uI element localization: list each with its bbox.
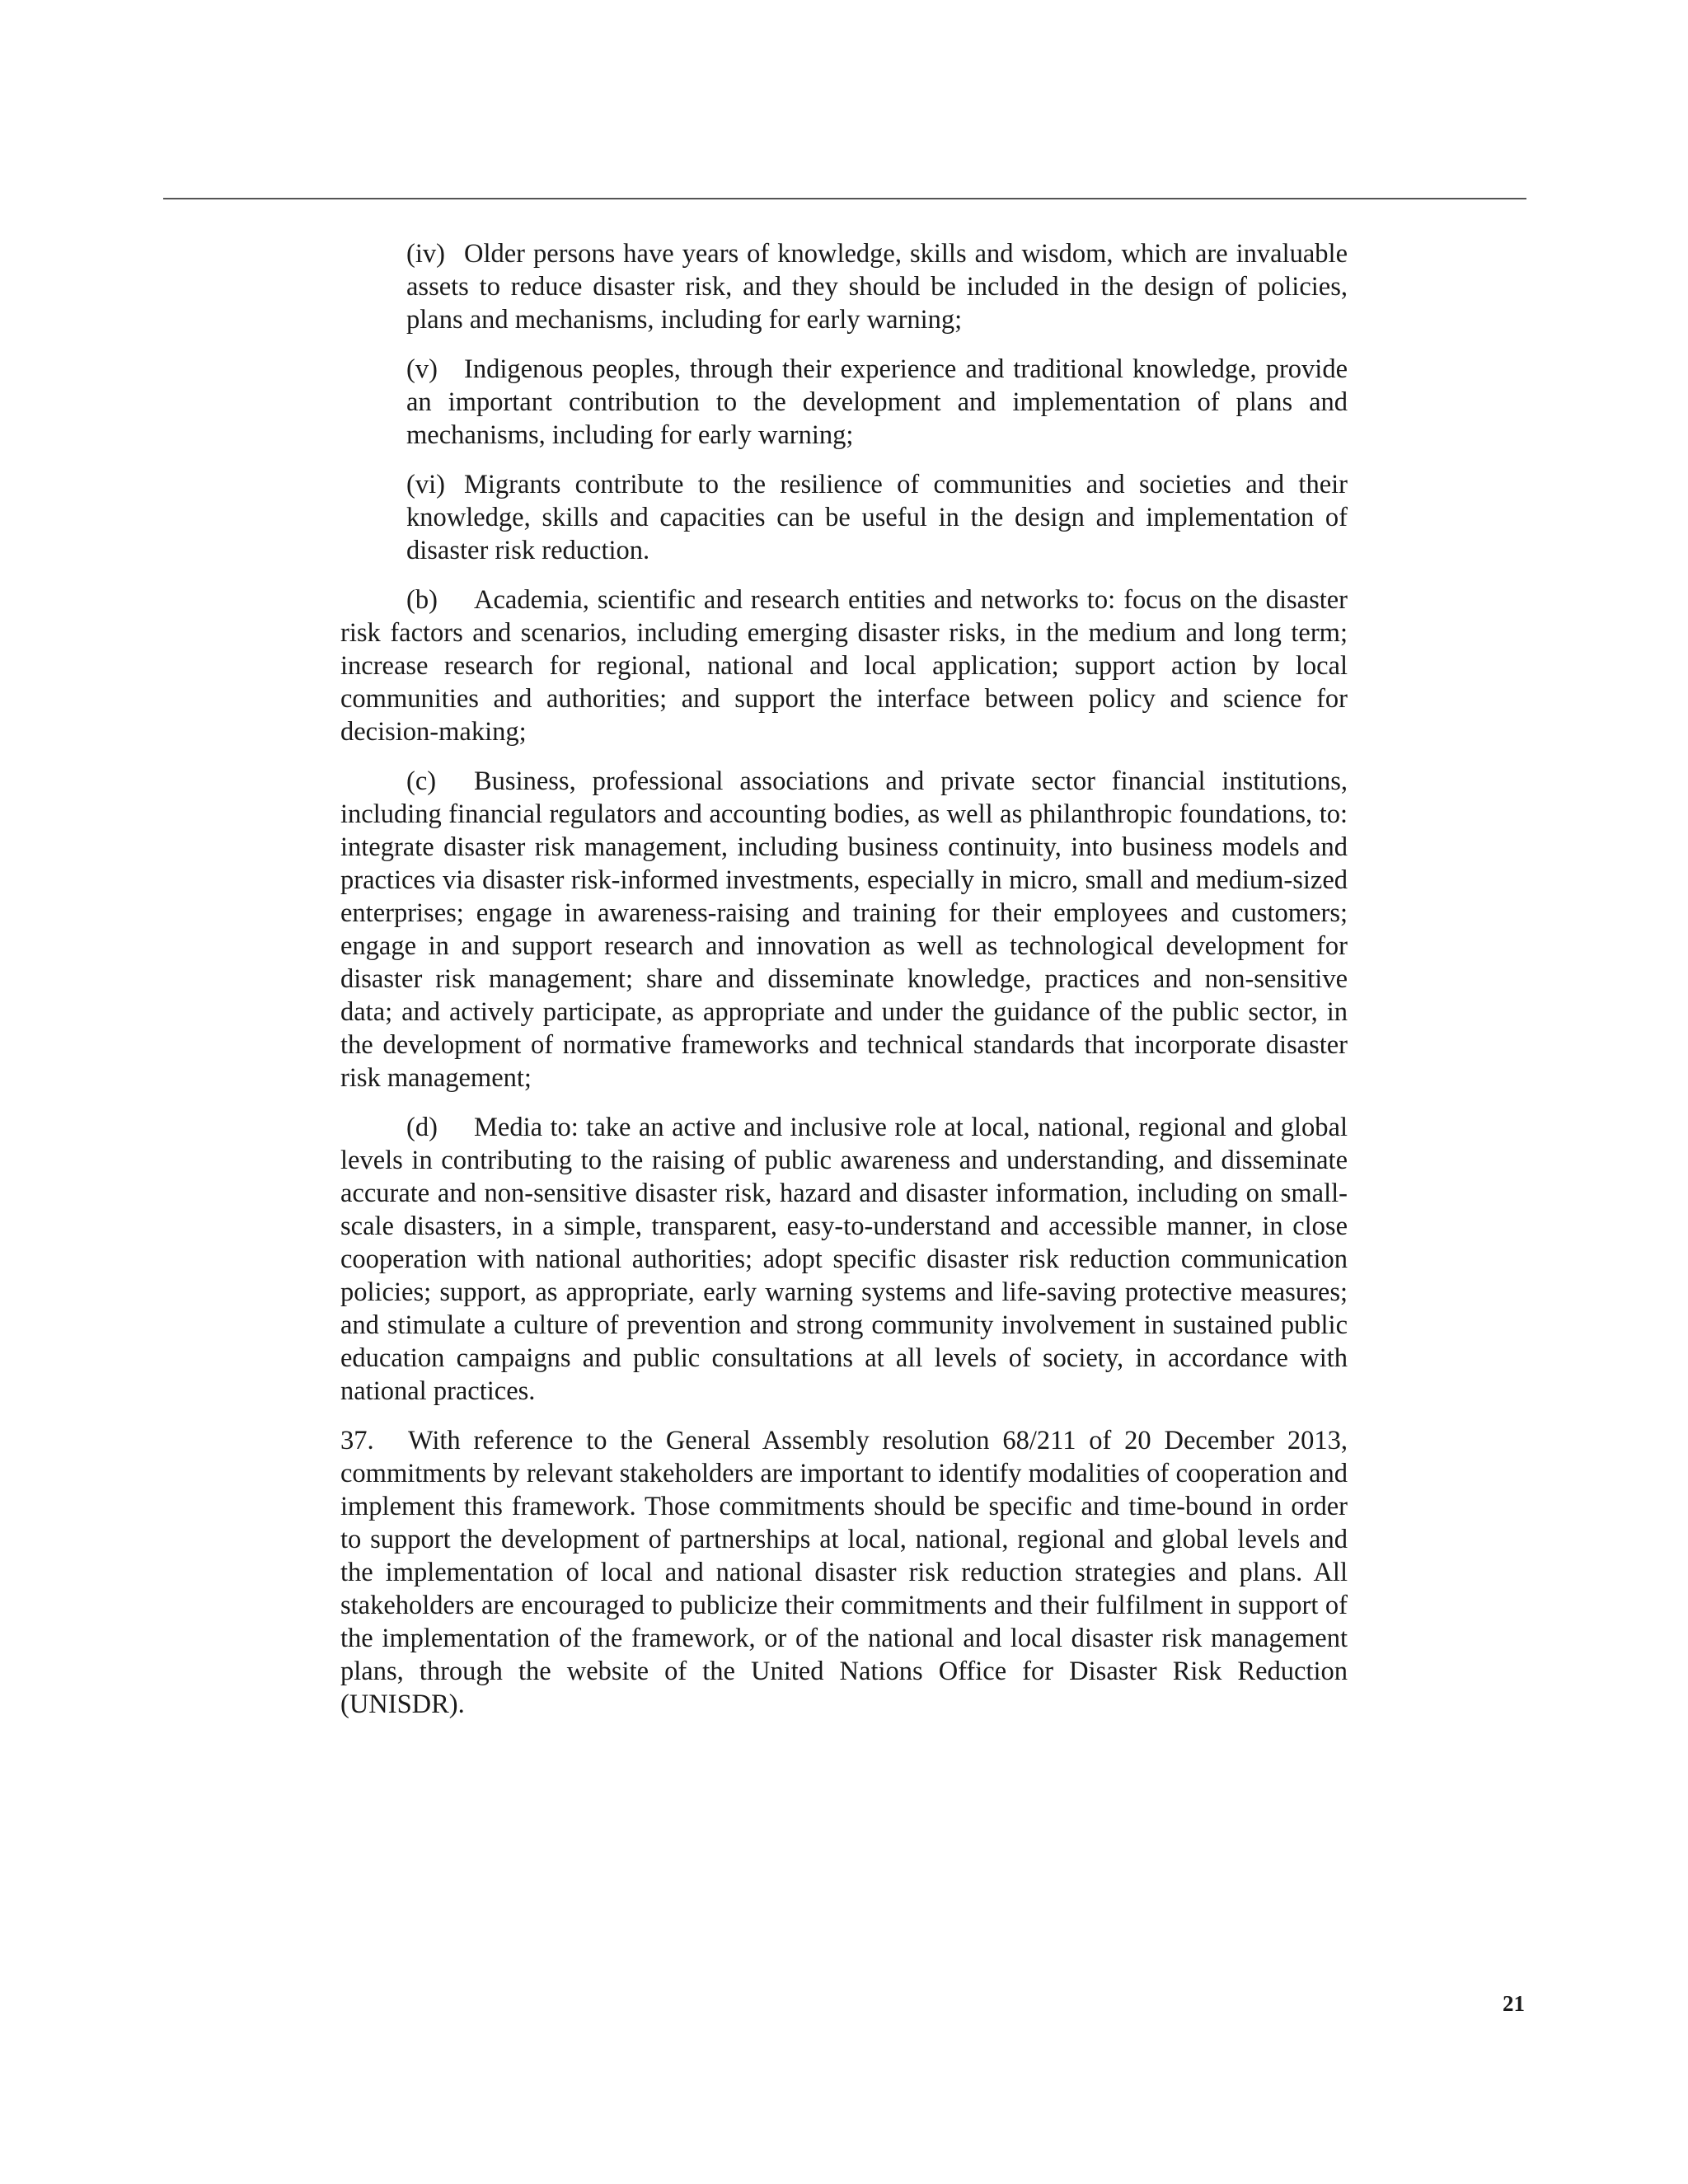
paragraph-migrants [406, 468, 1348, 567]
header-rule [163, 198, 1526, 199]
paragraph-marker: (d) [406, 1113, 438, 1142]
paragraph-text: With reference to the General Assembly resolution 68/211 of 20 December 2013, commitments by relevant stakeholders are important to identify modalities of cooperation and implement this framework. Those commitments should be specific and time-bound in order to support the development of partnerships at local, national, regional and global levels and the implementation of local and national disaster risk reduction strategies and plans. All stakeholders are encouraged to publicize their commitments and their fulfilment in support of the implementation of the framework, or of the national and local disaster risk management plans, through the website of the United Nations Office for Disaster Risk Reduction (UNISDR). [340, 1426, 1348, 1719]
paragraph-marker: (iv) [406, 239, 445, 269]
paragraph-text: Migrants contribute to the resilience of communities and societies and their knowledge, skills and capacities can be useful in the design and implementation of disaster risk reduction. [406, 470, 1348, 565]
document-body [340, 237, 1348, 1737]
paragraph-indigenous-peoples [406, 353, 1348, 452]
paragraph-media [340, 1111, 1348, 1408]
paragraph-text: Media to: take an active and inclusive role at local, national, regional and global levels in contributing to the raising of public awareness and understanding, and disseminate accurate and non-sensitive disaster risk, hazard and disaster information, including on small-scale disasters, in a simple, transparent, easy-to-understand and accessible manner, in close cooperation with national authorities; adopt specific disaster risk reduction communication policies; support, as appropriate, early warning systems and life-saving protective measures; and stimulate a culture of prevention and strong community involvement in sustained public education campaigns and public consultations at all levels of society, in accordance with national practices. [340, 1113, 1348, 1406]
paragraph-academia [340, 583, 1348, 748]
paragraph-marker: (v) [406, 354, 438, 384]
paragraph-business [340, 765, 1348, 1094]
paragraph-text: Business, professional associations and private sector financial institutions, including financial regulators and accounting bodies, as well as philanthropic foundations, to: integrate disaster risk management, including business continuity, into business models and practices via disaster risk-informed investments, especially in micro, small and medium-sized enterprises; engage in awareness-raising and training for their employees and customers; engage in and support research and innovation as well as technological development for disaster risk management; share and disseminate knowledge, practices and non-sensitive data; and actively participate, as appropriate and under the guidance of the public sector, in the development of normative frameworks and technical standards that incorporate disaster risk management; [340, 766, 1348, 1093]
paragraph-text: Academia, scientific and research entities and networks to: focus on the disaster risk factors and scenarios, including emerging disaster risks, in the medium and long term; increase research for regional, national and local application; support action by local communities and authorities; and support the interface between policy and science for decision-making; [340, 585, 1348, 747]
paragraph-text: Indigenous peoples, through their experience and traditional knowledge, provide an important contribution to the development and implementation of plans and mechanisms, including for early warning; [406, 354, 1348, 450]
page-number: 21 [1503, 1991, 1525, 2016]
paragraph-older-persons [406, 237, 1348, 336]
paragraph-number: 37. [340, 1426, 374, 1455]
paragraph-marker: (b) [406, 585, 438, 615]
paragraph-37-commitments [340, 1424, 1348, 1721]
paragraph-text: Older persons have years of knowledge, skills and wisdom, which are invaluable assets to reduce disaster risk, and they should be included in the design of policies, plans and mechanisms, including for early warning; [406, 239, 1348, 335]
paragraph-marker: (vi) [406, 470, 445, 499]
paragraph-marker: (c) [406, 766, 437, 796]
